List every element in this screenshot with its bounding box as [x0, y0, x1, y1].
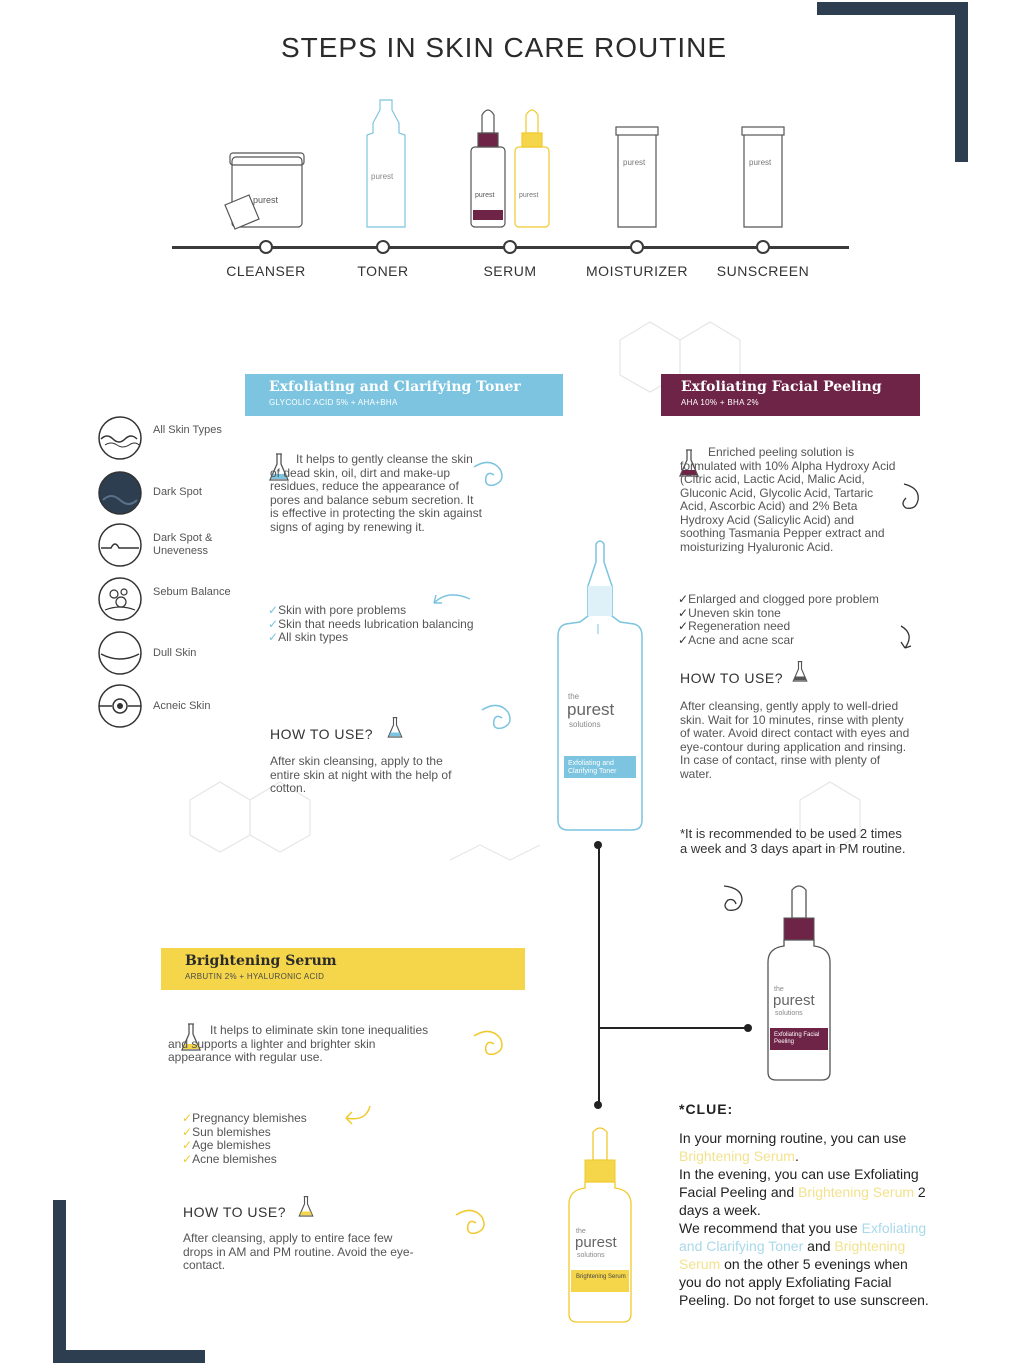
peeling-how-to-use-text: After cleansing, gently apply to well-dried skin. Wait for 10 minutes, rinse with plenty of water. Avoid direct contact with eyes and eye-contour during application and rinsing. In case of contact, rinse with plenty of water.	[680, 699, 910, 781]
skin-type-label: Dull Skin	[153, 647, 197, 659]
toner-benefits-list	[268, 604, 528, 645]
serum-dropper-icon	[515, 110, 549, 227]
sunscreen-tube-icon	[742, 127, 784, 227]
peeling-bottle-label: Exfoliating Facial Peeling	[774, 1032, 820, 1045]
peeling-banner	[661, 374, 920, 416]
timeline-dot-moisturizer	[630, 240, 644, 254]
connector-horizontal-line	[598, 1027, 748, 1029]
serum-banner	[161, 948, 525, 990]
svg-text:purest: purest	[371, 172, 394, 181]
arrow-decoration-icon	[895, 622, 919, 654]
clue-title: *CLUE:	[679, 1101, 734, 1117]
all-skin-icon	[97, 415, 143, 461]
swirl-decoration-icon	[470, 457, 510, 497]
clue-text: 2 days a week.	[679, 1184, 926, 1218]
svg-text:purest: purest	[475, 192, 495, 199]
step-label-moisturizer: MOISTURIZER	[586, 263, 688, 279]
serum-description: It helps to eliminate skin tone inequalities and supports a lighter and brighter skin appearance with regular use.	[168, 1023, 429, 1064]
toner-title: Exfoliating and Clarifying Toner	[269, 379, 521, 395]
list-item: ✓ Acne blemishes	[182, 1153, 382, 1167]
bottle-brand-sub: solutions	[569, 720, 601, 729]
peeling-how-to-use-heading: HOW TO USE?	[680, 670, 784, 686]
peeling-note: *It is recommended to be used 2 times a week and 3 days apart in PM routine.	[680, 826, 906, 856]
list-item: ✓ Sun blemishes	[182, 1126, 382, 1140]
serum-bottle-label: Brightening Serum	[576, 1274, 626, 1280]
bottle-brand-name: purest	[575, 1234, 617, 1251]
frame-corner-top-right-horizontal	[817, 2, 968, 15]
list-item: ✓ All skin types	[268, 631, 528, 645]
peeling-dropper-icon	[471, 110, 505, 227]
list-item: ✓ Regeneration need	[678, 620, 938, 634]
clue-body	[679, 1129, 929, 1309]
skin-type-label: Sebum Balance	[153, 586, 231, 598]
clue-highlight-serum: Brightening Serum	[798, 1184, 915, 1200]
sebum-icon	[97, 576, 143, 622]
svg-text:purest: purest	[749, 158, 772, 167]
clue-text: .	[794, 1148, 799, 1164]
acne-icon	[97, 683, 143, 729]
clue-highlight-toner: Exfoliating and Clarifying Toner	[679, 1220, 927, 1254]
skin-type-label: Dark Spot	[153, 486, 202, 498]
skin-type-label: Acneic Skin	[153, 700, 211, 712]
uneven-icon	[97, 522, 143, 568]
arrow-decoration-icon	[340, 1100, 376, 1128]
toner-bottle-label: Exfoliating and Clarifying Toner	[568, 760, 617, 775]
toner-bottle-illustration	[554, 538, 646, 833]
toner-subtitle: GLYCOLIC ACID 5% + AHA+BHA	[269, 398, 398, 407]
frame-corner-top-right-vertical	[955, 2, 968, 162]
list-item: ✓ Pregnancy blemishes	[182, 1112, 382, 1126]
serum-how-to-use-heading: HOW TO USE?	[183, 1204, 287, 1220]
flask-icon	[385, 716, 405, 740]
cleanser-jar-icon	[225, 153, 304, 229]
swirl-decoration-icon	[898, 480, 928, 520]
bottle-brand-name: purest	[567, 700, 615, 719]
clue-text: In the evening, you can use Exfoliating Facial Peeling and	[679, 1166, 919, 1200]
svg-text:purest: purest	[253, 195, 279, 205]
moisturizer-tube-icon	[616, 127, 658, 227]
clue-text: on the other 5 evenings when you do not apply Exfoliating Facial Peeling. Do not forget to use sunscreen.	[679, 1256, 929, 1308]
svg-text:purest: purest	[623, 158, 646, 167]
svg-text:purest: purest	[519, 192, 539, 199]
clue-highlight-serum: Brightening Serum	[679, 1148, 795, 1164]
peeling-title: Exfoliating Facial Peeling	[681, 379, 882, 395]
swirl-decoration-icon	[470, 1026, 510, 1066]
timeline-dot-cleanser	[259, 240, 273, 254]
peeling-description: Enriched peeling solution is formulated with 10% Alpha Hydroxy Acid (Citric acid, Lactic Acid, Malic Acid, Gluconic Acid, Glycolic Acid, Tartaric Acid, Ascorbic Acid) and 2% Beta Hydroxy Acid (Salicylic Acid) and soothing Tasmania Pepper extract and moisturizing Hyaluronic Acid.	[680, 445, 896, 554]
bottle-brand-the: the	[568, 692, 580, 701]
flask-icon	[790, 660, 810, 684]
clue-text: and	[803, 1238, 835, 1254]
toner-description: It helps to gently cleanse the skin of dead skin, oil, dirt and make-up residues, reduce the appearance of pores and balance sebum secretion. It is effective in protecting the skin against signs of aging by renewing it.	[270, 452, 482, 534]
list-item: ✓ Skin with pore problems	[268, 604, 528, 618]
skin-type-label: All Skin Types	[153, 424, 222, 436]
toner-how-to-use-text: After skin cleansing, apply to the entire skin at night with the help of cotton.	[270, 754, 452, 795]
step-label-sunscreen: SUNSCREEN	[716, 263, 810, 279]
swirl-decoration-icon	[452, 1205, 492, 1245]
connector-dot	[594, 1101, 602, 1109]
connector-vertical-line	[598, 845, 600, 1107]
clue-highlight-serum: Brightening Serum	[679, 1238, 906, 1272]
bottle-brand-the: the	[576, 1228, 586, 1235]
step-label-cleanser: CLEANSER	[226, 263, 306, 279]
connector-dot	[594, 841, 602, 849]
list-item: ✓ Acne and acne scar	[678, 634, 938, 648]
page-title: STEPS IN SKIN CARE ROUTINE	[280, 32, 728, 63]
bottle-brand-the: the	[774, 986, 784, 993]
frame-corner-bottom-left-horizontal	[53, 1350, 205, 1363]
peeling-subtitle: AHA 10% + BHA 2%	[681, 398, 759, 407]
timeline-dot-serum	[503, 240, 517, 254]
dull-icon	[97, 630, 143, 676]
peeling-bottle-illustration	[764, 884, 834, 1084]
list-item: ✓ Uneven skin tone	[678, 607, 938, 621]
swirl-decoration-icon	[478, 700, 518, 740]
connector-dot	[744, 1024, 752, 1032]
flask-icon	[296, 1195, 316, 1219]
list-item: ✓ Skin that needs lubrication balancing	[268, 618, 528, 632]
dark-spot-icon	[97, 470, 143, 516]
skin-type-label: Dark Spot & Uneveness	[153, 532, 213, 557]
list-item: ✓ Enlarged and clogged pore problem	[678, 593, 938, 607]
step-label-toner: TONER	[357, 263, 409, 279]
serum-how-to-use-text: After cleansing, apply to entire face few drops in AM and PM routine. Avoid the eye-contact.	[183, 1231, 414, 1272]
toner-how-to-use-heading: HOW TO USE?	[270, 726, 374, 742]
bottle-brand-sub: solutions	[775, 1010, 803, 1017]
list-item: ✓ Age blemishes	[182, 1139, 382, 1153]
serum-bottle-illustration	[565, 1126, 635, 1326]
bottle-brand-sub: solutions	[577, 1252, 605, 1259]
product-lineup	[215, 95, 815, 235]
timeline-dot-sunscreen	[756, 240, 770, 254]
bottle-brand-name: purest	[773, 992, 815, 1009]
serum-title: Brightening Serum	[185, 953, 337, 969]
clue-text: We recommend that you use	[679, 1220, 862, 1236]
swirl-decoration-icon	[718, 882, 752, 918]
timeline-dot-toner	[376, 240, 390, 254]
toner-bottle-icon	[367, 100, 405, 227]
clue-text: In your morning routine, you can use	[679, 1130, 907, 1146]
toner-banner	[245, 374, 563, 416]
frame-corner-bottom-left-vertical	[53, 1200, 66, 1363]
step-label-serum: SERUM	[483, 263, 537, 279]
serum-subtitle: ARBUTIN 2% + HYALURONIC ACID	[185, 972, 325, 981]
